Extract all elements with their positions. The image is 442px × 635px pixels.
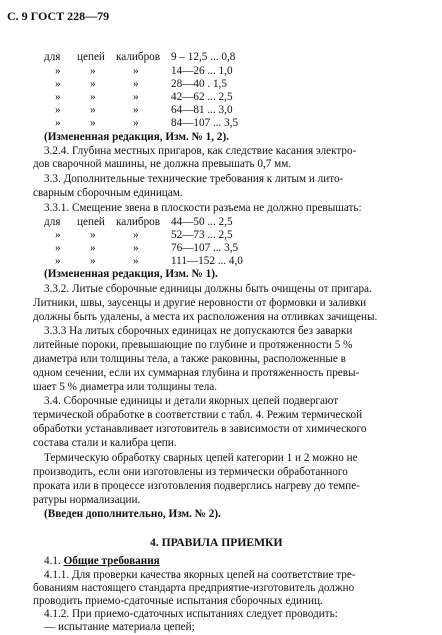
paragraph-line: ратуры нормализации.: [33, 494, 141, 506]
paragraph-line: дов сварочной машины, не должна превышать 0,7 мм.: [33, 158, 292, 170]
table-cell-ditto: »: [133, 65, 139, 77]
table-cell-ditto: »: [55, 229, 61, 241]
paragraph-line: 3.3.1. Смещение звена в плоскости разъема не должно превышать:: [44, 202, 362, 214]
table-cell-range: 42—62 ... 2,5: [171, 91, 233, 103]
table-cell-label: калибров: [116, 51, 161, 63]
table-cell-ditto: »: [133, 255, 139, 267]
paragraph-line: шает 5 % диаметра или толщины тела.: [33, 381, 218, 393]
table-cell-label: цепей: [77, 51, 105, 63]
paragraph-line: состава стали и калибра цепи.: [33, 437, 177, 449]
paragraph-line: одном сечении, если их суммарная глубина и протяженность превы-: [33, 367, 360, 379]
paragraph-line: 3.3.3 На литых сборочных единицах не допускаются без заварки: [44, 325, 353, 337]
table-cell-range: 84—107 ... 3,5: [171, 117, 239, 129]
table-cell-range: 52—73 ... 2,5: [171, 229, 233, 241]
table-cell-label: для: [44, 216, 61, 228]
subsection-heading: [44, 554, 160, 568]
paragraph-line: термической обработке в соответствии с табл. 4. Режим термической: [33, 409, 363, 421]
paragraph-line: Термическую обработку сварных цепей категории 1 и 2 можно не: [44, 452, 358, 464]
table-cell-range: 9 – 12,5 ... 0,8: [171, 51, 236, 63]
paragraph-line: 3.3. Дополнительные технические требования к литым и лито-: [44, 173, 344, 185]
table-cell-ditto: »: [133, 229, 139, 241]
paragraph-line: 3.2.4. Глубина местных пригаров, как следствие касания электро-: [44, 145, 357, 157]
subsection-heading-text: 4.1. Общие требования: [44, 555, 160, 567]
table-cell-ditto: »: [55, 78, 61, 90]
table-cell-ditto: »: [55, 104, 61, 116]
paragraph-line: 3.4. Сборочные единицы и детали якорных цепей подвергают: [44, 395, 339, 407]
paragraph-line: 3.3.2. Литые сборочные единицы должны быть очищены от пригара.: [44, 283, 372, 295]
paragraph-line: сварным сборочным единицам.: [33, 187, 183, 199]
table-cell-ditto: »: [133, 91, 139, 103]
amendment-note: (Введен дополнительно, Изм. № 2).: [44, 508, 221, 520]
paragraph-line: проводить приемо-сдаточные испытания сборочных единиц.: [33, 595, 323, 607]
paragraph-line: бованиям настоящего стандарта предприятие-изготовитель должно: [33, 582, 355, 594]
table-cell-ditto: »: [55, 242, 61, 254]
table-cell-label: для: [44, 51, 61, 63]
table-cell-ditto: »: [90, 242, 96, 254]
table-cell-ditto: »: [55, 117, 61, 129]
paragraph-line: литейные пороки, превышающие по глубине и протяженности 5 %: [33, 339, 353, 351]
paragraph-line: 4.1.1. Для проверки качества якорных цепей на соответствие тре-: [44, 569, 356, 581]
paragraph-line: обработки устанавливает изготовитель в зависимости от химического: [33, 423, 367, 435]
table-cell-range: 64—81 ... 3,0: [171, 104, 233, 116]
table-cell-ditto: »: [90, 229, 96, 241]
list-item: — испытание материала цепей;: [44, 621, 195, 633]
table-cell-ditto: »: [133, 242, 139, 254]
table-cell-ditto: »: [90, 65, 96, 77]
table-cell-range: 76—107 ... 3,5: [171, 242, 239, 254]
amendment-note: (Измененная редакция, Изм. № 1).: [44, 268, 218, 280]
table-cell-label: калибров: [116, 216, 161, 228]
table-cell-ditto: »: [55, 91, 61, 103]
amendment-note: (Измененная редакция, Изм. № 1, 2).: [44, 131, 229, 143]
table-cell-ditto: »: [55, 65, 61, 77]
paragraph-line: проката или в процессе изготовления подверглись нагреву до темпе-: [33, 480, 360, 492]
paragraph-line: 4.1.2. При приемо-сдаточных испытаниях следует проводить:: [44, 608, 338, 620]
table-cell-ditto: »: [90, 255, 96, 267]
table-cell-ditto: »: [90, 78, 96, 90]
table-cell-range: 14—26 ... 1,0: [171, 65, 233, 77]
table-cell-range: 44—50 ... 2,5: [171, 216, 233, 228]
table-cell-ditto: »: [133, 117, 139, 129]
table-cell-ditto: »: [55, 255, 61, 267]
paragraph-line: диаметра или толщины тела, а также раковины, расположенные в: [33, 353, 346, 365]
table-cell-ditto: »: [90, 104, 96, 116]
paragraph-line: должны быть удалены, а места их расположения на отливках зачищены.: [33, 311, 378, 323]
page-header: С. 9 ГОСТ 228—79: [7, 9, 110, 23]
table-cell-range: 28—40 . 1,5: [171, 78, 227, 90]
table-cell-ditto: »: [90, 117, 96, 129]
paragraph-line: Литники, швы, заусенцы и другие неровности от формовки и заливки: [33, 297, 367, 309]
table-cell-range: 111—152 ... 4,0: [171, 255, 243, 267]
table-cell-label: цепей: [77, 216, 105, 228]
section-heading: 4. ПРАВИЛА ПРИЕМКИ: [150, 536, 283, 549]
paragraph-line: производить, если они изготовлены из термически обработанного: [33, 466, 348, 478]
table-cell-ditto: »: [133, 78, 139, 90]
table-cell-ditto: »: [90, 91, 96, 103]
table-cell-ditto: »: [133, 104, 139, 116]
